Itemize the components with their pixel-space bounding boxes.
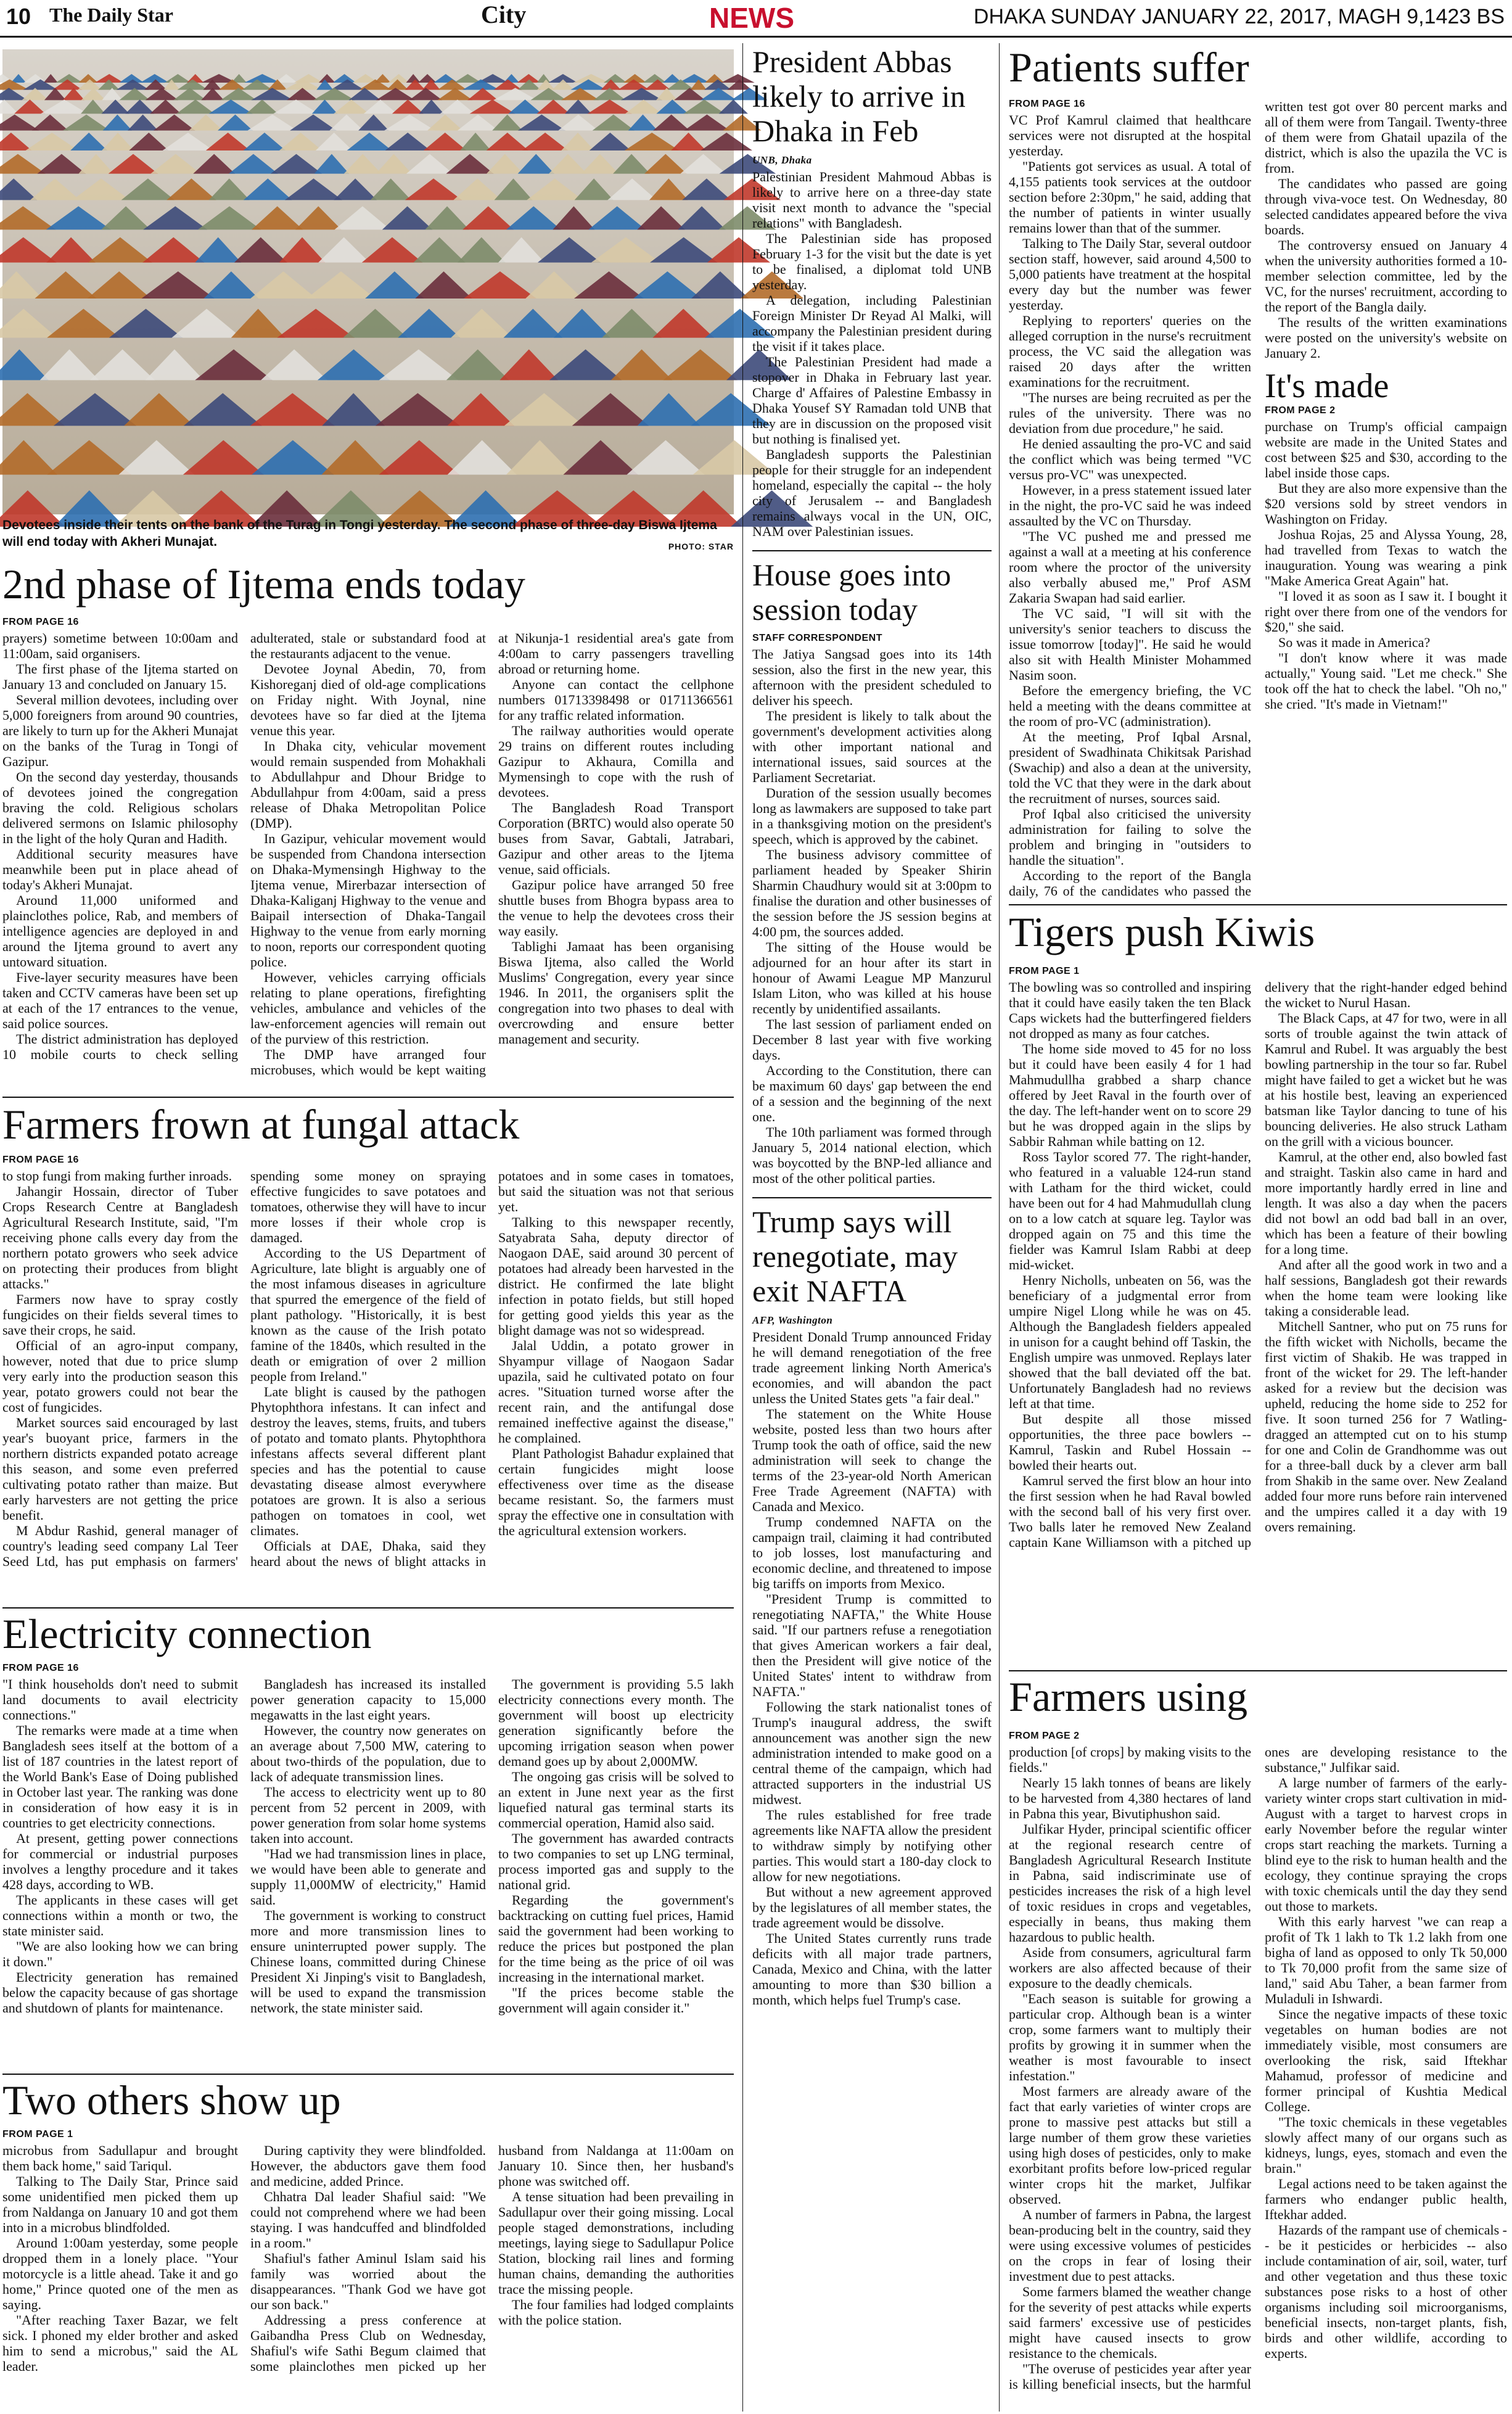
tigers-headline-block (1009, 909, 1507, 965)
paragraph: microbus from Sadullapur and brought them back home," said Tariqul. (2, 2143, 238, 2173)
tents-photo-illustration (2, 49, 734, 514)
paragraph: Most farmers are already aware of the fact that early varieties of winter crops are prone to massive pest attacks but still a large number of them grow these varieties using high doses of pesticides, only to make exorbitant profits before low-priced regular winter crops hit the market, Julfikar observed. (1009, 2083, 1251, 2207)
paragraph: President Donald Trump announced Friday he will demand renegotiation of the free trade agreement linking North America's economies, and will abandon the pact unless the United States gets "a fair deal." (752, 1329, 992, 1406)
paragraph: Devotee Joynal Abedin, 70, from Kishoreganj died of old-age complications on Friday night. With Joynal, nine devotees have so far died at the Ijtema venue this year. (250, 661, 486, 738)
paragraph: A tense situation had been prevailing in Sadullapur over their going missing. Local people staged demonstrations, including meetings, laying siege to Sadullapur Police Station, blocking rail lines and forming human chains, demanding the authorities trace the missing people. (498, 2189, 734, 2297)
paragraph: The statement on the White House website, posted less than two hours after Trump took the oath of office, said the new administration will seek to change the terms of the 23-year-old North American Free Trade Agreement (NAFTA) with Canada and Mexico. (752, 1406, 992, 1514)
article-body (1265, 419, 1507, 712)
paragraph: The remarks were made at a time when Bangladesh sees itself at the bottom of a list of 187 countries in the latest report of the World Bank's Ease of Doing published in October last year. The ranking was done in consideration of how easy it is in countries to get electricity connections. (2, 1723, 238, 1831)
paragraph: VC Prof Kamrul claimed that healthcare services were not disrupted at the hospital yesterday. (1009, 112, 1251, 159)
paragraph: A delegation, including Palestinian Foreign Minister Dr Reyad Al Malki, will accompany the Palestinian president during the visit if it takes place. (752, 292, 992, 354)
paragraph: Jahangir Hossain, director of Tuber Crops Research Centre at Bangladesh Agricultural Research Institute, said, "I'm receiving phone calls every day from the northern potato growers who seek advice on protecting their produces from blight attacks." (2, 1184, 238, 1291)
paragraph: "President Trump is committed to renegotiating NAFTA," the White House said. "If our partners refuse a renegotiation that gives American workers a fair deal, then the President will give notice of the United States' intent to withdraw from NAFTA." (752, 1591, 992, 1699)
paragraph: "The overuse of pesticides year after year is killing beneficial insects, but the harmful ones are developing resistance to the substance," Julfikar said. (1009, 1744, 1507, 2392)
photo-caption: Devotees inside their tents on the bank of the Turag in Tongi yesterday. The second phase of three-day Biswa Ijtema will end today with Akheri Munajat. PHOTO: STAR (2, 518, 734, 551)
ijtema-photo (2, 49, 734, 514)
paragraph: Joshua Rojas, 25 and Alyssa Young, 28, had travelled from Texas to watch the inauguration. Young was wearing a pink "Make America Great Again" hat. (1265, 527, 1507, 588)
continuation-kicker: FROM PAGE 16 (1009, 99, 1085, 109)
paragraph: The government is providing 5.5 lakh electricity connections every month. The government will boost up electricity generation significantly before the upcoming irrigation season when power demand goes up by about 2,000MW. (498, 1676, 734, 1769)
paragraph: "The nurses are being recruited as per the rules of the university. There was no deviation from due procedure," he said. (1009, 390, 1251, 436)
two-others-headline-block (2, 2077, 734, 2127)
byline: STAFF CORRESPONDENT (752, 633, 882, 643)
paragraph: A large number of farmers of the early-variety winter crops start cultivation in mid-August with a target to harvest crops in early November before the regular winter crops start reaching the markets. Turning a blind eye to the risk to human health and the ecology, they continue spraying the crops with toxic chemicals until the day they send out those to markets. (1265, 1775, 1507, 1914)
tigers-article (1009, 966, 1507, 1669)
paragraph: "We are also looking how we can bring it down." (2, 1938, 238, 1969)
paragraph: And after all the good work in two and a half sessions, Bangladesh got their rewards when the home team were looking like taking a considerable lead. (1265, 1257, 1507, 1319)
masthead-logo: The Daily Star (49, 4, 173, 26)
paragraph: During captivity they were blindfolded. However, the abductors gave them food and medicine, added Prince. (250, 2143, 486, 2189)
paragraph: The results of the written examinations were posted on the university's website on January 2. (1265, 315, 1507, 361)
headline: It's made (1265, 367, 1389, 405)
paragraph: Talking to The Daily Star, several outdoor section staff, however, said around 4,500 to 5,000 patients have treatment at the hospital every day but the number was fewer yesterday. (1009, 236, 1251, 313)
paragraph: "Had we had transmission lines in place, we would have been able to generate and supply 11,000MW of electricity," Hamid said. (250, 1846, 486, 1908)
headline: Tigers push Kiwis (1009, 908, 1315, 955)
divider (2, 1097, 734, 1098)
paragraph: "After reaching Taxer Bazar, we felt sick. I phoned my elder brother and asked him to send a microbus," said the AL leader. (2, 2312, 238, 2374)
paragraph: Several million devotees, including over 5,000 foreigners from around 90 countries, are likely to turn up for the Akheri Munajat on the banks of the Turag in Tongi of Gazipur. (2, 692, 238, 769)
paragraph: Around 11,000 uniformed and plainclothes police, Rab, and members of intelligence agencies are deployed in and around the Ijtema ground to avert any untoward situation. (2, 892, 238, 970)
paragraph: The sitting of the House would be adjourned for an hour after its start in honour of Awami League MP Manzurul Islam Liton, who was killed at his house recently by unidentified assailants. (752, 939, 992, 1016)
paragraph: Hazards of the rampant use of chemicals -- be it pesticides or herbicides -- also include contamination of air, soil, water, turf and other vegetation and thus these toxic substances pose risks to a host of other organisms including soil microorganisms, beneficial insects, non-target plants, fish, birds and other wildlife, according to experts. (1265, 2222, 1507, 2361)
paragraph: M Abdur Rashid, general manager of country's leading seed company Lal Teer Seed Ltd, has put emphasis on farmers' spending some money on spraying effective fungicides to save potatoes and tomatoes, otherwise they will have to incur more losses if their whole crop is damaged. (2, 1168, 486, 1569)
middle-column (752, 44, 992, 2008)
paragraph: Market sources said encouraged by last year's buoyant price, farmers in the northern districts expanded potato acreage this season, and some even preferred cultivating potato rather than maize. But early harvesters are not getting the price benefit. (2, 1415, 238, 1523)
paragraph: prayers) sometime between 10:00am and 11:00am, said organisers. (2, 630, 238, 661)
headline: Patients suffer (1009, 44, 1249, 91)
paragraph: According to the report of the Bangla daily, 76 of the candidates who passed the written test got over 80 percent marks and all of them were from Tangail. Twenty-three of them were from Ghatail upazila of the district, which is also the upazila the VC is from. (1009, 99, 1507, 899)
paragraph: With this early harvest "we can reap a profit of Tk 1 lakh to Tk 1.2 lakh from one bigha of land as opposed to only Tk 50,000 to Tk 70,000 profit from the same size of land," said Abu Taher, a bean farmer from Muladuli in Ishwardi. (1265, 1914, 1507, 2006)
paragraph: In Dhaka city, vehicular movement would remain suspended from Mohakhali to Abdullahpur and Dhour Bridge to Abdullahpur from 4:00am, said a press release of Dhaka Metropolitan Police (DMP). (250, 738, 486, 831)
article-body (752, 646, 992, 1186)
paragraph: The first phase of the Ijtema started on January 13 and concluded on January 15. (2, 661, 238, 692)
article-body (752, 169, 992, 539)
paragraph: Late blight is caused by the pathogen Phytophthora infestans. It can infect and destroy the leaves, stems, fruits, and tubers of potato and tomato plants. Phytophthora infestans affects several different plant species and has the potential to cause devastating disease almost everywhere potatoes are grown. It is also a serious pathogen on tomatoes in cool, wet climates. (250, 1384, 486, 1538)
paragraph: Julfikar Hyder, principal scientific officer at the regional research centre of Bangladesh Agricultural Research Institute in Pabna, said indiscriminate use of pesticides increases the risk of a high level of toxic residues in crops and vegetables, especially in beans, thus making them hazardous to public health. (1009, 1821, 1251, 1945)
paragraph: The Palestinian President had made a stopover in Dhaka in February last year. Charge d' Affaires of Palestine Embassy in Dhaka Yousef SY Ramadan told UNB that they are in discussion on the proposed visit but nothing is finalised yet. (752, 354, 992, 447)
byline: UNB, Dhaka (752, 154, 812, 166)
page-header (0, 0, 1512, 38)
paragraph: "Each season is suitable for growing a particular crop. Although bean is a winter crop, some farmers want to multiply their profits by growing it in summer when the weather is most favourable to insect infestation." (1009, 1991, 1251, 2083)
electricity-headline-block (2, 1611, 734, 1660)
article-body (752, 1329, 992, 2008)
ijtema-headline-block (2, 561, 734, 617)
patients-headline-block (1009, 44, 1507, 106)
paragraph: He denied assaulting the pro-VC and said the conflict which was being termed "VC versus pro-VC" was unexpected. (1009, 436, 1251, 482)
headline: Farmers using (1009, 1673, 1248, 1720)
continuation-kicker: FROM PAGE 16 (2, 617, 79, 627)
paragraph: Tablighi Jamaat has been organising Biswa Ijtema, also called the World Muslims' Congregation, every year since 1946. In 2011, the organisers split the congregation into two phases to deal with overcrowding and ensure better management and security. (498, 939, 734, 1047)
electricity-article (2, 1663, 734, 2070)
paragraph: The four families had lodged complaints with the police station. (498, 2297, 734, 2328)
divider (2, 1607, 734, 1609)
paragraph: to stop fungi from making further inroads. (2, 1168, 232, 1184)
two-others-article (2, 2129, 734, 2410)
headline: Farmers frown at fungal attack (2, 1101, 520, 1148)
paragraph: According to the US Department of Agriculture, late blight is arguably one of the most infamous diseases in agriculture that spurred the emergence of the field of plant pathology. "Historically, it is best known as the cause of the Irish potato famine of the 1840s, which resulted in the death or emigration of over 2 million people from Ireland." (250, 1245, 486, 1384)
article-body (1009, 1744, 1507, 2392)
farmers-using-headline-block (1009, 1674, 1507, 1729)
paragraph: Palestinian President Mahmoud Abbas is likely to arrive here on a three-day state visit next month to advance the "special relations" with Bangladesh. (752, 169, 992, 231)
continuation-kicker: FROM PAGE 16 (2, 1663, 79, 1673)
paragraph: "The toxic chemicals in these vegetables slowly affect many of our organs such as kidneys, lungs, eyes, stomach and even the brain." (1265, 2114, 1507, 2176)
paragraph: The business advisory committee of parliament headed by Speaker Shirin Sharmin Chaudhury would sit at 3:00pm to finalise the duration and other businesses of the session before the JS session begins at 4:00 pm, the sources added. (752, 847, 992, 939)
byline: AFP, Washington (752, 1314, 833, 1326)
paragraph: Five-layer security measures have been taken and CCTV cameras have been set up at each of the 17 entrances to the venue, said police sources. (2, 970, 238, 1031)
headline: Trump says will renegotiate, may exit NAFTA (752, 1205, 958, 1308)
two-column-flow (1009, 99, 1507, 900)
divider (752, 1197, 992, 1198)
paragraph: Replying to reporters' queries on the alleged corruption in the nurse's recruitment process, the VC said the allegation was raised 20 days after the written examinations for the recruitment. (1009, 313, 1251, 390)
paragraph: Kamrul, at the other end, also bowled fast and straight. Taskin also came in hard and more importantly hardly erred in line and length. It was also a day when the pacers did not bowl an odd bad ball in an over, which has been a feature of their bowling for a long time. (1265, 1149, 1507, 1257)
paragraph: The government is working to construct more and more transmission lines to ensure uninterrupted power supply. The Chinese loans, committed during Chinese President Xi Jinping's visit to Bangladesh, will be used to expand the transmission network, the state minister said. (250, 1908, 486, 2016)
continuation-kicker: FROM PAGE 16 (2, 1155, 79, 1165)
paragraph: Official of an agro-input company, however, noted that due to price slump very early into the production season this year, potato growers could not bear the cost of fungicides. (2, 1338, 238, 1415)
paragraph: Legal actions need to be taken against the farmers who endanger public health, Iftekhar added. (1265, 2176, 1507, 2222)
paragraph: Kamrul served the first blow an hour into the first session when he had Raval bowled with the second ball of his very first over. Two balls later he removed New Zealand captain Kane Williamson with a pitched up delivery that the right-hander edged behind the wicket to Nurul Hasan. (1009, 979, 1507, 1550)
paragraph: The government has awarded contracts to two companies to set up LNG terminal, process imported gas and supply to the national grid. (498, 1831, 734, 1892)
farmers-using-article (1009, 1731, 1507, 2410)
paragraph: Mitchell Santner, who put on 75 runs for the fifth wicket with Nicholls, became the first victim of Shakib. He was trapped in front of the wicket for 29. The left-hander asked for a review but the decision was upheld, reducing the home side to 252 for five. It soon turned 256 for 7 Watling-dragged an attempted cut on to his stump for one and Colin de Grandhomme was out for a three-ball duck by a clever arm ball from Shakib in the same over. New Zealand added four more runs before rain intervened and the umpires called it a day with 19 overs remaining. (1265, 1319, 1507, 1534)
article-body (2, 1676, 734, 2016)
paragraph: Chhatra Dal leader Shafiul said: "We could not comprehend where we had been staying. I was handcuffed and blindfolded in a room." (250, 2189, 486, 2251)
paragraph: The candidates who passed are going through viva-voce test. On Wednesday, 80 selected candidates appeared before the viva boards. (1265, 176, 1507, 237)
patients-and-its-made (1009, 99, 1507, 900)
paragraph: "Patients got services as usual. A total of 4,155 patients took services at the outdoor section before 2:30pm," he said, adding that the number of patients in winter usually remains lower than that of the summer. (1009, 159, 1251, 236)
paragraph: In Gazipur, vehicular movement would be suspended from Chandona intersection on Dhaka-Mymensingh Highway to the Ijtema venue, Mirerbazar intersection of Dhaka-Kaliganj Highway to the venue and Baipail intersection of Dhaka-Tangail Highway to the venue from early morning to noon, reports our correspondent quoting police. (250, 831, 486, 970)
paragraph: Officials at DAE, Dhaka, said they heard about the news of blight attacks in potatoes and in some cases in tomatoes, but said the situation was not that serious yet. (250, 1168, 734, 1569)
paragraph: production [of crops] by making visits to the fields." (1009, 1744, 1251, 1775)
paragraph: However, vehicles carrying officials relating to plane operations, firefighting vehicles, ambulance and vehicles of the law-enforcement agencies will remain out of the purview of this restriction. (250, 970, 486, 1047)
paragraph: Around 1:00am yesterday, some people dropped them in a lonely place. "Your motorcycle is a little ahead. Take it and go home," Prince quoted one of the men as saying. (2, 2235, 238, 2312)
paragraph: "The VC pushed me and pressed me against a wall at a meeting at his conference room where the proctor of the university also verbally abused me," Prof ASM Zakaria Swapan had said earlier. (1009, 529, 1251, 606)
paragraph: "I loved it as soon as I saw it. I bought it right over there from one of the vendors for $20," she said. (1265, 588, 1507, 635)
paragraph: The Palestinian side has proposed February 1-3 for the visit but the date is yet to be finalised, a diplomat told UNB yesterday. (752, 231, 992, 292)
paragraph: The railway authorities would operate 29 trains on different routes including Gazipur to Akhaura, Comilla and Mymensingh to cope with the rush of devotees. (498, 723, 734, 800)
paragraph: A number of farmers in Pabna, the largest bean-producing belt in the country, said they were using excessive volumes of pesticides on the crops in fear of losing their investment due to pest attacks. (1009, 2207, 1251, 2284)
paragraph: Duration of the session usually becomes long as lawmakers are supposed to take part in a thanksgiving motion on the president's speech, which is approved by the cabinet. (752, 785, 992, 847)
paragraph: The president is likely to talk about the government's development activities along with other important national and international issues, said sources at the Parliament Secretariat. (752, 708, 992, 785)
paragraph: Addressing a press conference at Gaibandha Press Club on Wednesday, Shafiul's wife Sathi Begum claimed that some plainclothes men picked up her husband from Naldanga at 11:00am on January 10. Since then, her husband's phone was switched off. (250, 2143, 734, 2374)
photo-credit: PHOTO: STAR (668, 542, 734, 551)
headline: President Abbas likely to arrive in Dhaka in Feb (752, 44, 966, 148)
paragraph: However, in a press statement issued later in the night, the pro-VC said he was indeed assaulted by the VC on Thursday. (1009, 482, 1251, 529)
paragraph: Farmers now have to spray costly fungicides on their fields several times to save their crops, he said. (2, 1291, 238, 1338)
paragraph: The VC said, "I will sit with the university's senior teachers to discuss the issue tomorrow [today]". He said he would also sit with Health Minister Mohammed Nasim soon. (1009, 606, 1251, 683)
dateline: DHAKA SUNDAY JANUARY 22, 2017, MAGH 9,1423 BS (973, 5, 1505, 28)
paragraph: Regarding the government's backtracking on cutting fuel prices, Hamid said the government had been working to reduce the prices but postponed the plan for the time being as the price of oil was increasing in the international market. (498, 1892, 734, 1985)
paragraph: Shafiul's father Aminul Islam said his family was worried about the disappearances. "Thank God we have got our son back." (250, 2251, 486, 2312)
paragraph: The ongoing gas crisis will be solved to an extent in June next year as the first liquefied natural gas terminal starts its commercial operation, Hamid also said. (498, 1769, 734, 1831)
paragraph: According to the Constitution, there can be maximum 60 days' gap between the end of a session and the beginning of the next one. (752, 1063, 992, 1124)
fungal-headline-block (2, 1102, 734, 1151)
continuation-kicker: FROM PAGE 1 (1009, 966, 1080, 976)
continuation-kicker: FROM PAGE 2 (1265, 405, 1336, 416)
article-body (2, 2143, 734, 2374)
paragraph: "I think households don't need to submit land documents to avail electricity connections." (2, 1676, 238, 1723)
paragraph: Electricity generation has remained below the capacity because of gas shortage and shutdown of plants for maintenance. (2, 1969, 238, 2016)
paragraph: Some farmers blamed the weather change for the severity of pest attacks while experts said farmers' excessive use of pesticides might have caused insects to grow resistance to the chemicals. (1009, 2284, 1251, 2361)
paragraph: The bowling was so controlled and inspiring that it could have easily taken the ten Black Caps wickets had the butterfingered fielders not dropped as many as four catches. (1009, 979, 1251, 1041)
paragraph: The district administration has deployed 10 mobile courts to check selling adulterated, stale or substandard food at the restaurants adjacent to the venue. (2, 630, 486, 1062)
paragraph: Talking to this newspaper recently, Satyabrata Saha, deputy director of Naogaon DAE, said around 30 percent of potatoes had already been harvested in the district. He confirmed the late blight infection in potato fields, but still hoped for getting good yields this year as the blight damage was not so widespread. (498, 1214, 734, 1338)
paragraph: Bangladesh has increased its installed power generation capacity to 15,000 megawatts in the last eight years. (250, 1676, 486, 1723)
paragraph: But without a new agreement approved by the legislatures of all member states, the trade agreement would be dissolve. (752, 1884, 992, 1930)
paragraph: Trump condemned NAFTA on the campaign trail, claiming it had contributed to job losses, lost manufacturing and economic decline, and threatened to impose big tariffs on imports from Mexico. (752, 1514, 992, 1591)
paragraph: The applicants in these cases will get connections within a month or two, the state minister said. (2, 1892, 238, 1938)
paragraph: Prof Iqbal also criticised the university administration for failing to solve the problem and bringing in "outsiders to handle the situation". (1009, 806, 1251, 868)
paragraph: Before the emergency briefing, the VC held a meeting with the deans committee at the room of pro-VC (administration). (1009, 683, 1251, 729)
divider (752, 550, 992, 551)
column-rule (742, 43, 743, 2412)
paragraph: The Bangladesh Road Transport Corporation (BRTC) would also operate 50 buses from Savar, Gabtali, Jatrabari, Gazipur and other areas to the Ijtema venue, said officials. (498, 800, 734, 877)
article-body (2, 630, 734, 1077)
paragraph: Plant Pathologist Bahadur explained that certain fungicides might loose effectiveness over time as the disease became resistant. So, the farmers must spray the effective one in consultation with the agricultural extension workers. (498, 1446, 734, 1538)
paragraph: But they are also more expensive than the $20 versions sold by street vendors in Washington on Friday. (1265, 480, 1507, 527)
paragraph: The 10th parliament was formed through January 5, 2014 national election, which was boycotted by the BNP-led alliance and most of the other political parties. (752, 1124, 992, 1186)
headline: Two others show up (2, 2077, 341, 2124)
section-name: City (481, 1, 527, 28)
column-rule (999, 43, 1000, 2412)
article-body (1009, 979, 1507, 1550)
headline: House goes into session today (752, 558, 951, 627)
paragraph: Additional security measures have meanwhile been put in place ahead of today's Akheri Munajat. (2, 846, 238, 892)
paragraph: "I don't know where it was made actually," Young said. "Let me check." She took off the hat to check the label. "Oh no," she cried. "It's made in Vietnam!" (1265, 650, 1507, 712)
paragraph: Since the negative impacts of these toxic vegetables on human bodies are not immediately visible, most consumers are overlooking the risk, said Iftekhar Mahamud, professor of medicine and former principal of Kushtia Medical College. (1265, 2006, 1507, 2114)
paragraph: "If the prices become stable the government will again consider it." (498, 1985, 734, 2016)
paragraph: Ross Taylor scored 77. The right-hander, who featured in a valuable 124-run stand with Latham for the third wicket, could have been out for 4 had Mahmudullah clung on to a low catch at square leg. Taylor was dropped again on 75 and this time the fielder was Kamrul Islam Rabbi at deep mid-wicket. (1009, 1149, 1251, 1272)
paragraph: The controversy ensued on January 4 when the university authorities formed a 10-member selection committee, led by the VC, for the nurses' recruitment, according to the report of the Bangla daily. (1265, 237, 1507, 315)
paragraph: Aside from consumers, agricultural farm workers are also affected because of their exposure to the deadly chemicals. (1009, 1945, 1251, 1991)
paragraph: The access to electricity went up to 80 percent from 52 percent in 2009, with power generation from solar home systems taken into account. (250, 1784, 486, 1846)
headline: 2nd phase of Ijtema ends today (2, 561, 525, 608)
paragraph: At present, getting power connections for commercial or industrial purposes involves a lengthy procedure and it takes 428 days, according to WB. (2, 1831, 238, 1892)
paragraph: However, the country now generates on an average about 7,500 MW, catering to about two-thirds of the population, due to lack of adequate transmission lines. (250, 1723, 486, 1784)
article-body (2, 1168, 734, 1569)
paragraph: So was it made in America? (1278, 635, 1431, 650)
fungal-article (2, 1155, 734, 1605)
paragraph: Bangladesh supports the Palestinian people for their struggle for an independent homeland, especially the capital -- the holy city of Jerusalem -- and Bangladesh remains always vocal in the UN, OIC, NAM over Palestinian issues. (752, 447, 992, 539)
paragraph: The home side moved to 45 for no loss but it could have been easily 4 for 1 had Mahmudullha grabbed a sharp chance offered by Jeet Raval in the fourth over of the day. The left-hander went on to score 29 but he was dropped again in the slips by Sabbir Rahman while batting on 12. (1009, 1041, 1251, 1149)
paragraph: But despite all those missed opportunities, the three pace bowlers -- Kamrul, Taskin and Rubel Hossain -- bowled their hearts out. (1009, 1411, 1251, 1473)
paragraph: On the second day yesterday, thousands of devotees joined the congregation braving the cold. Religious scholars delivered sermons on Islamic philosophy in the light of the holy Quran and Hadith. (2, 769, 238, 846)
divider (1009, 1670, 1507, 1671)
paragraph: The rules established for free trade agreements like NAFTA allow the president to withdraw simply by notifying other parties. This would start a 180-day clock to allow for new negotiations. (752, 1807, 992, 1884)
page-number: 10 (6, 4, 31, 29)
paragraph: At the meeting, Prof Iqbal Arsnal, president of Swadhinata Chikitsak Parishad (Swachip) and also a dean at the university, told the VC that they were in the dark about the recruitment of nurses, sources said. (1009, 729, 1251, 806)
paragraph: The last session of parliament ended on December 8 last year with five working days. (752, 1016, 992, 1063)
paragraph: The Black Caps, at 47 for two, were in all sorts of trouble against the twin attack of Kamrul and Rubel. It was arguably the best bowling partnership in the tour so far. Rubel might have failed to get a wicket but he was at his hostile best, leaving an experienced batsman like Taylor dancing to tune of his bouncing deliveries. He also struck Latham on the grill with a vicious bouncer. (1265, 1010, 1507, 1149)
paragraph: Nearly 15 lakh tonnes of beans are likely to be harvested from 4,380 hectares of land in Pabna this year, Bivutiphushon said. (1009, 1775, 1251, 1821)
paragraph: purchase on Trump's official campaign website are made in the United States and cost between $25 and $30, according to the label inside those caps. (1265, 419, 1507, 480)
continuation-kicker: FROM PAGE 2 (1009, 1731, 1080, 1741)
paragraph: The Jatiya Sangsad goes into its 14th session, also the first in the new year, this afternoon with the president scheduled to deliver his speech. (752, 646, 992, 708)
paragraph: Gazipur police have arranged 50 free shuttle buses from Bhogra bypass area to the venue to help the devotees cross their way easily. (498, 877, 734, 939)
paragraph: Jalal Uddin, a potato grower in Shyampur village of Naogaon Sadar upazila, said he cultivated potato on four acres. "Situation turned worse after the recent rain, and the antifungal dose remained ineffective against the disease," he complained. (498, 1338, 734, 1446)
paragraph: The DMP have arranged four microbuses, which would be kept waiting at Nikunja-1 residential area's gate from 4:00am to carry passengers travelling abroad or returning home. (250, 630, 734, 1077)
ijtema-article (2, 617, 734, 1092)
paragraph: Anyone can contact the cellphone numbers 01713398498 or 01711366561 for any traffic related information. (498, 677, 734, 723)
continuation-kicker: FROM PAGE 1 (2, 2129, 73, 2140)
paragraph: The United States currently runs trade deficits with all major trade partners, Canada, Mexico and China, with the latter amounting to more than $30 billion a month, which helps fuel Trump's case. (752, 1930, 992, 2008)
divider (1009, 904, 1507, 905)
paragraph: Henry Nicholls, unbeaten on 56, was the beneficiary of a judgmental error from umpire Nigel Llong while he was on 45. Although the Bangladesh fielders appealed in unison for a caught behind off Taskin, the English umpire was unmoved. Replays later showed that the ball deviated off the bat. Unfortunately Bangladesh had no reviews left at that time. (1009, 1272, 1251, 1411)
headline: Electricity connection (2, 1610, 372, 1657)
section-tag: NEWS (709, 2, 794, 34)
paragraph: Talking to The Daily Star, Prince said some unidentified men picked them up from Naldanga on January 10 and got them into in a microbus blindfolded. (2, 2173, 238, 2235)
divider (2, 2074, 734, 2075)
paragraph: Following the stark nationalist tones of Trump's inaugural address, the swift announcement was another sign the new administration intended to make good on a central theme of the campaign, which had attracted supporters in the industrial US midwest. (752, 1699, 992, 1807)
